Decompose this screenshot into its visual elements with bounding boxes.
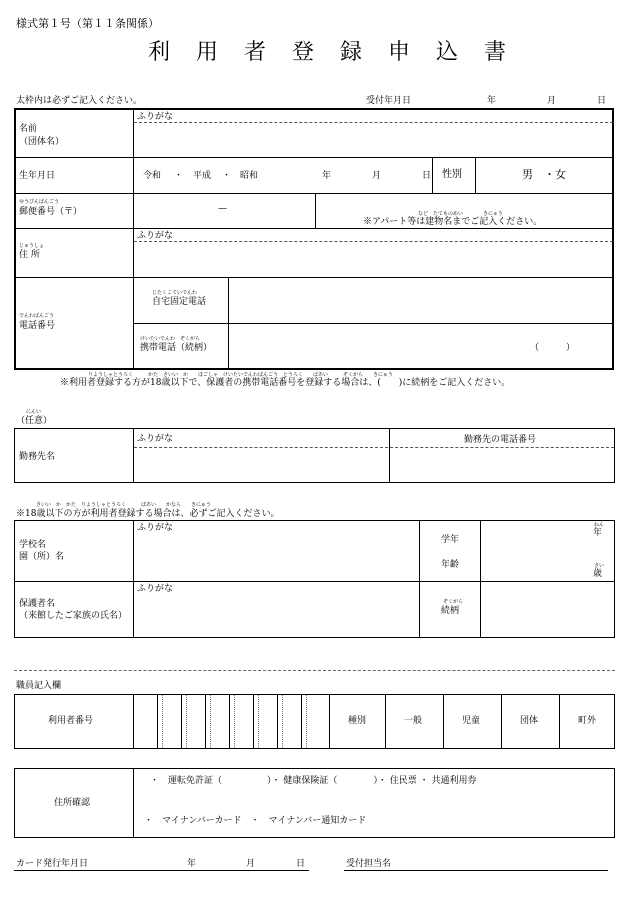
mobile-phone-label: 携帯電話（続柄） <box>140 343 213 353</box>
gender-label: 性別 <box>442 169 462 180</box>
mobile-phone-ruby: けいたいでんわ ぞくがら <box>140 336 201 342</box>
card-issue-day: 日 <box>296 859 306 869</box>
home-phone-input[interactable] <box>232 282 608 318</box>
home-phone-ruby: じたくこていでんわ <box>152 290 198 296</box>
dob-year: 年 <box>322 171 332 181</box>
workplace-phone-input[interactable] <box>393 450 611 480</box>
card-issue-year: 年 <box>187 859 197 869</box>
optional-ruby: にんい <box>26 409 42 415</box>
grade-age-input[interactable] <box>485 525 585 575</box>
name-label: 名前 <box>19 124 38 134</box>
card-issue-month: 月 <box>246 859 256 869</box>
guardian-note-ruby: りようしゃとうろく かた さいい か ほごしゃ けいたいでんわばんごう とうろく ばあい ぞくがら きにゅう <box>88 372 393 378</box>
type-out-of-town[interactable]: 町外 <box>578 716 597 726</box>
minor-note: ※18歳以下の方が利用者登録する場合は、必ずご記入ください。 <box>16 509 280 519</box>
school-furigana-label: ふりがな <box>137 523 174 533</box>
era-reiwa[interactable]: 令和 <box>143 171 162 181</box>
address-check-label: 住所確認 <box>54 798 91 808</box>
name-input[interactable] <box>138 126 608 154</box>
guardian-input[interactable] <box>138 596 414 634</box>
address-ruby: じゅうしょ <box>19 243 45 249</box>
card-issue-label: カード発行年月日 <box>16 859 89 869</box>
nen-unit: 年 <box>593 528 603 538</box>
staff-separator <box>14 670 615 671</box>
school-label-2: 園（所）名 <box>19 552 65 562</box>
sai-unit: 歳 <box>593 569 603 579</box>
name-furigana-label: ふりがな <box>137 112 174 122</box>
page-title: 利 用 者 登 録 申 込 書 <box>148 40 509 65</box>
postal-ruby: ゆうびんばんごう <box>19 199 60 205</box>
phone-ruby: でんわばんごう <box>19 313 55 319</box>
postal-dash[interactable]: — <box>218 204 227 214</box>
staff-name-underline <box>344 870 608 871</box>
postal-note-ruby: など たてものめい きにゅう <box>418 211 503 217</box>
type-child[interactable]: 児童 <box>462 716 481 726</box>
instruction-thick: 太枠内は必ずご記入ください。 <box>16 96 143 106</box>
guardian-furigana-label: ふりがな <box>137 584 174 594</box>
address-label: 住 所 <box>19 250 40 260</box>
received-month: 月 <box>547 96 557 106</box>
phone-label: 電話番号 <box>19 321 56 331</box>
guardian-note: ※利用者登録する方が18歳以下で、保護者の携帯電話番号を登録する場合は、( )に続柄をご記入ください。 <box>60 378 511 388</box>
received-year: 年 <box>487 96 497 106</box>
optional-label: （任意） <box>16 416 53 426</box>
minor-note-ruby: さいい か かた りようしゃとうろく ばあい かなら きにゅう <box>36 502 211 508</box>
guardian-label-2: （来館したご家族の氏名） <box>19 611 128 621</box>
era-heisei[interactable]: 平成 <box>193 171 212 181</box>
type-label: 種別 <box>348 716 367 726</box>
relationship-label: 続柄 <box>441 606 460 616</box>
school-label-1: 学校名 <box>19 540 47 550</box>
postal-label: 郵便番号（〒） <box>19 207 83 217</box>
era-showa[interactable]: 昭和 <box>240 171 259 181</box>
workplace-label: 勤務先名 <box>19 452 56 462</box>
dob-label: 生年月日 <box>19 171 56 181</box>
postal-note: ※アパート等は建物名までご記入ください。 <box>363 217 543 227</box>
staff-section-label: 職員記入欄 <box>16 681 62 691</box>
workplace-furigana-label: ふりがな <box>137 434 174 444</box>
user-number-label: 利用者番号 <box>48 716 94 726</box>
workplace-phone-label: 勤務先の電話番号 <box>464 435 537 445</box>
type-group[interactable]: 団体 <box>520 716 539 726</box>
age-label: 年齢 <box>441 560 460 570</box>
guardian-label-1: 保護者名 <box>19 599 56 609</box>
type-general[interactable]: 一般 <box>404 716 423 726</box>
staff-name-label: 受付担当名 <box>346 859 392 869</box>
dob-month: 月 <box>372 171 382 181</box>
home-phone-label: 自宅固定電話 <box>152 297 207 307</box>
era-dot-1: ・ <box>174 171 184 181</box>
nen-ruby: ねん <box>594 522 605 528</box>
address-input[interactable] <box>138 245 608 273</box>
relationship-input[interactable] <box>485 586 609 634</box>
received-date-label: 受付年月日 <box>366 96 412 106</box>
era-dot-2: ・ <box>222 171 232 181</box>
address-furigana-label: ふりがな <box>137 231 174 241</box>
gender-options[interactable]: 男 ・女 <box>522 168 566 181</box>
form-number: 様式第１号（第１１条関係） <box>16 17 159 30</box>
relationship-paren[interactable]: （ ） <box>530 343 576 353</box>
sai-ruby: さい <box>594 563 605 569</box>
workplace-input[interactable] <box>138 450 386 480</box>
school-input[interactable] <box>138 535 414 577</box>
address-check-line-2[interactable]: ・ マイナンバーカード ・ マイナンバー通知カード <box>144 816 367 826</box>
name-sublabel: （団体名） <box>19 137 65 147</box>
dob-day: 日 <box>422 171 432 181</box>
card-issue-underline <box>14 870 309 871</box>
relationship-ruby: ぞくがら <box>443 599 464 605</box>
received-day: 日 <box>597 96 607 106</box>
address-check-line-1[interactable]: ・ 運転免許証（ ）・ 健康保険証（ ）・ 住民票 ・ 共通利用券 <box>150 776 477 786</box>
grade-label: 学年 <box>441 535 460 545</box>
user-number-input[interactable] <box>134 696 328 748</box>
